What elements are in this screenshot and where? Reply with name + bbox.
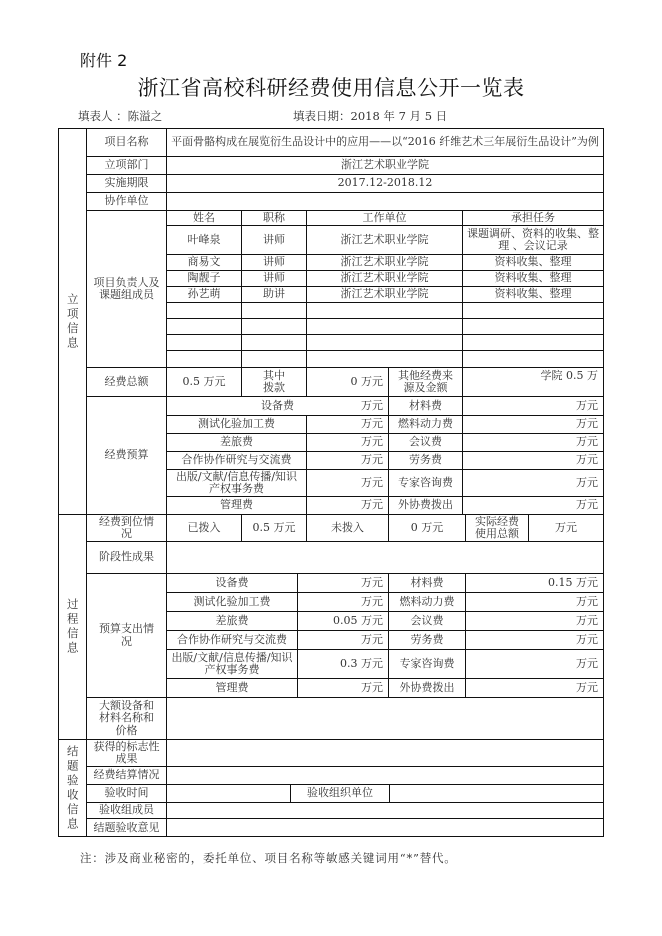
- achievement-value[interactable]: [167, 740, 603, 767]
- members-header-unit: 工作单位: [307, 211, 463, 226]
- member-title: 助讲: [242, 287, 307, 303]
- member-unit[interactable]: [307, 319, 463, 335]
- spend-item: 测试化验加工费: [167, 593, 298, 612]
- member-name[interactable]: [167, 351, 242, 368]
- funds-label: 经费到位情况: [87, 515, 167, 542]
- settlement-value[interactable]: [167, 767, 603, 785]
- partner-label: 协作单位: [87, 193, 167, 211]
- budget-amount: 万元: [307, 397, 389, 416]
- member-name: 孙艺萌: [167, 287, 242, 303]
- budget-item: 材料费: [389, 397, 463, 416]
- member-unit: 浙江艺术职业学院: [307, 287, 463, 303]
- equipment-label: 大额设备和材料名称和价格: [87, 698, 167, 740]
- spend-amount: 万元: [466, 612, 603, 631]
- attachment-label: 附件 2: [80, 51, 128, 70]
- spend-amount: 万元: [466, 593, 603, 612]
- member-title[interactable]: [242, 319, 307, 335]
- budget-item: 会议费: [389, 434, 463, 452]
- member-title[interactable]: [242, 351, 307, 368]
- budget-amount: 万元: [307, 452, 389, 470]
- section-project: 立项信息: [59, 129, 87, 515]
- budget-amount: 万元: [307, 470, 389, 497]
- total-label: 经费总额: [87, 368, 167, 397]
- spend-item: 会议费: [389, 612, 466, 631]
- budget-item: 测试化验加工费: [167, 416, 307, 434]
- other-label: 其他经费来源及金额: [389, 368, 463, 397]
- spend-item: 外协费拨出: [389, 679, 466, 698]
- member-unit: 浙江艺术职业学院: [307, 255, 463, 271]
- member-task: 课题调研、资料的收集、整理 、会议记录: [463, 226, 603, 255]
- member-task[interactable]: [463, 335, 603, 351]
- footnote: 注：涉及商业秘密的，委托单位、项目名称等敏感关键词用“*”替代。: [80, 851, 457, 865]
- accept-time-label: 验收时间: [87, 785, 167, 803]
- members-label: 项目负责人及课题组成员: [87, 211, 167, 368]
- budget-label: 经费预算: [87, 397, 167, 515]
- received-value: 0.5 万元: [242, 515, 307, 542]
- fill-date: 填表日期：2018 年 7 月 5 日: [293, 109, 448, 123]
- budget-item: 专家咨询费: [389, 470, 463, 497]
- budget-amount: 万元: [463, 452, 603, 470]
- member-unit: 浙江艺术职业学院: [307, 226, 463, 255]
- budget-amount: 万元: [463, 470, 603, 497]
- members-header-task: 承担任务: [463, 211, 603, 226]
- members-header-title: 职称: [242, 211, 307, 226]
- member-name: 商易文: [167, 255, 242, 271]
- budget-item: 燃料动力费: [389, 416, 463, 434]
- spend-item: 设备费: [167, 574, 298, 593]
- spend-amount: 0.15 万元: [466, 574, 603, 593]
- member-name[interactable]: [167, 335, 242, 351]
- period-value: 2017.12-2018.12: [167, 175, 603, 193]
- pending-value: 0 万元: [389, 515, 466, 542]
- achievement-label: 获得的标志性成果: [87, 740, 167, 767]
- opinion-label: 结题验收意见: [87, 819, 167, 837]
- spend-amount: 万元: [466, 679, 603, 698]
- accept-time-value[interactable]: [167, 785, 291, 803]
- member-title[interactable]: [242, 303, 307, 319]
- budget-item: 设备费: [167, 397, 389, 416]
- budget-amount: 万元: [463, 397, 603, 416]
- spend-item: 劳务费: [389, 631, 466, 650]
- spend-item: 专家咨询费: [389, 650, 466, 679]
- budget-item: 管理费: [167, 497, 307, 515]
- info-table: [58, 128, 604, 837]
- filler-name: 填表人 ：陈溢之: [78, 109, 163, 123]
- project-name-value: 平面骨骼构成在展览衍生品设计中的应用——以“2016 纤维艺术三年展衍生品设计”为例: [167, 129, 603, 157]
- actual-label: 实际经费使用总额: [466, 515, 529, 542]
- member-unit[interactable]: [307, 335, 463, 351]
- member-title: 讲师: [242, 226, 307, 255]
- stage-label: 阶段性成果: [87, 542, 167, 574]
- member-name: 叶峰泉: [167, 226, 242, 255]
- pending-label: 未拨入: [307, 515, 389, 542]
- member-task: 资料收集、整理: [463, 255, 603, 271]
- actual-value: 万元: [529, 515, 603, 542]
- accept-org-label: 验收组织单位: [291, 785, 390, 803]
- spend-amount: 万元: [298, 574, 389, 593]
- spend-label: 预算支出情况: [87, 574, 167, 698]
- equipment-value[interactable]: [167, 698, 603, 740]
- stage-value[interactable]: [167, 542, 603, 574]
- page-title: 浙江省高校科研经费使用信息公开一览表: [137, 76, 525, 100]
- period-label: 实施期限: [87, 175, 167, 193]
- accept-members-value[interactable]: [167, 803, 603, 819]
- dept-label: 立项部门: [87, 157, 167, 175]
- dept-value: 浙江艺术职业学院: [167, 157, 603, 175]
- member-task: 资料收集、整理: [463, 287, 603, 303]
- member-unit[interactable]: [307, 303, 463, 319]
- member-title: 讲师: [242, 271, 307, 287]
- budget-amount: 万元: [463, 434, 603, 452]
- member-name[interactable]: [167, 319, 242, 335]
- spend-amount: 0.05 万元: [298, 612, 389, 631]
- spend-item: 燃料动力费: [389, 593, 466, 612]
- member-task[interactable]: [463, 303, 603, 319]
- spend-amount: 万元: [466, 650, 603, 679]
- budget-amount: 万元: [307, 416, 389, 434]
- accept-org-value[interactable]: [390, 785, 603, 803]
- spend-item: 合作协作研究与交流费: [167, 631, 298, 650]
- opinion-value[interactable]: [167, 819, 603, 837]
- section-closing: 结题验收信息: [59, 740, 87, 837]
- member-task[interactable]: [463, 319, 603, 335]
- spend-item: 管理费: [167, 679, 298, 698]
- budget-item: 合作协作研究与交流费: [167, 452, 307, 470]
- settlement-label: 经费结算情况: [87, 767, 167, 785]
- members-header-name: 姓名: [167, 211, 242, 226]
- accept-members-label: 验收组成员: [87, 803, 167, 819]
- budget-amount: 万元: [307, 497, 389, 515]
- spend-item: 出版/文献/信息传播/知识产权事务费: [167, 650, 298, 679]
- spend-amount: 万元: [298, 679, 389, 698]
- budget-item: 出版/文献/信息传播/知识产权事务费: [167, 470, 307, 497]
- spend-item: 差旅费: [167, 612, 298, 631]
- section-process: 过程信息: [59, 515, 87, 740]
- project-name-label: 项目名称: [87, 129, 167, 157]
- budget-amount: 万元: [307, 434, 389, 452]
- other-value: 学院 0.5 万: [463, 368, 603, 397]
- partner-value: [167, 193, 603, 211]
- member-name: 陶靓子: [167, 271, 242, 287]
- member-task[interactable]: [463, 351, 603, 368]
- grant-label: 其中拨款: [242, 368, 307, 397]
- member-title[interactable]: [242, 335, 307, 351]
- budget-amount: 万元: [463, 497, 603, 515]
- spend-amount: 0.3 万元: [298, 650, 389, 679]
- grant-value: 0 万元: [307, 368, 389, 397]
- member-unit[interactable]: [307, 351, 463, 368]
- budget-item: 外协费拨出: [389, 497, 463, 515]
- member-task: 资料收集、整理: [463, 271, 603, 287]
- spend-amount: 万元: [466, 631, 603, 650]
- budget-item: 劳务费: [389, 452, 463, 470]
- spend-amount: 万元: [298, 631, 389, 650]
- total-value: 0.5 万元: [167, 368, 242, 397]
- member-unit: 浙江艺术职业学院: [307, 271, 463, 287]
- budget-amount: 万元: [463, 416, 603, 434]
- budget-item: 差旅费: [167, 434, 307, 452]
- spend-item: 材料费: [389, 574, 466, 593]
- member-title: 讲师: [242, 255, 307, 271]
- spend-amount: 万元: [298, 593, 389, 612]
- received-label: 已拨入: [167, 515, 242, 542]
- member-name[interactable]: [167, 303, 242, 319]
